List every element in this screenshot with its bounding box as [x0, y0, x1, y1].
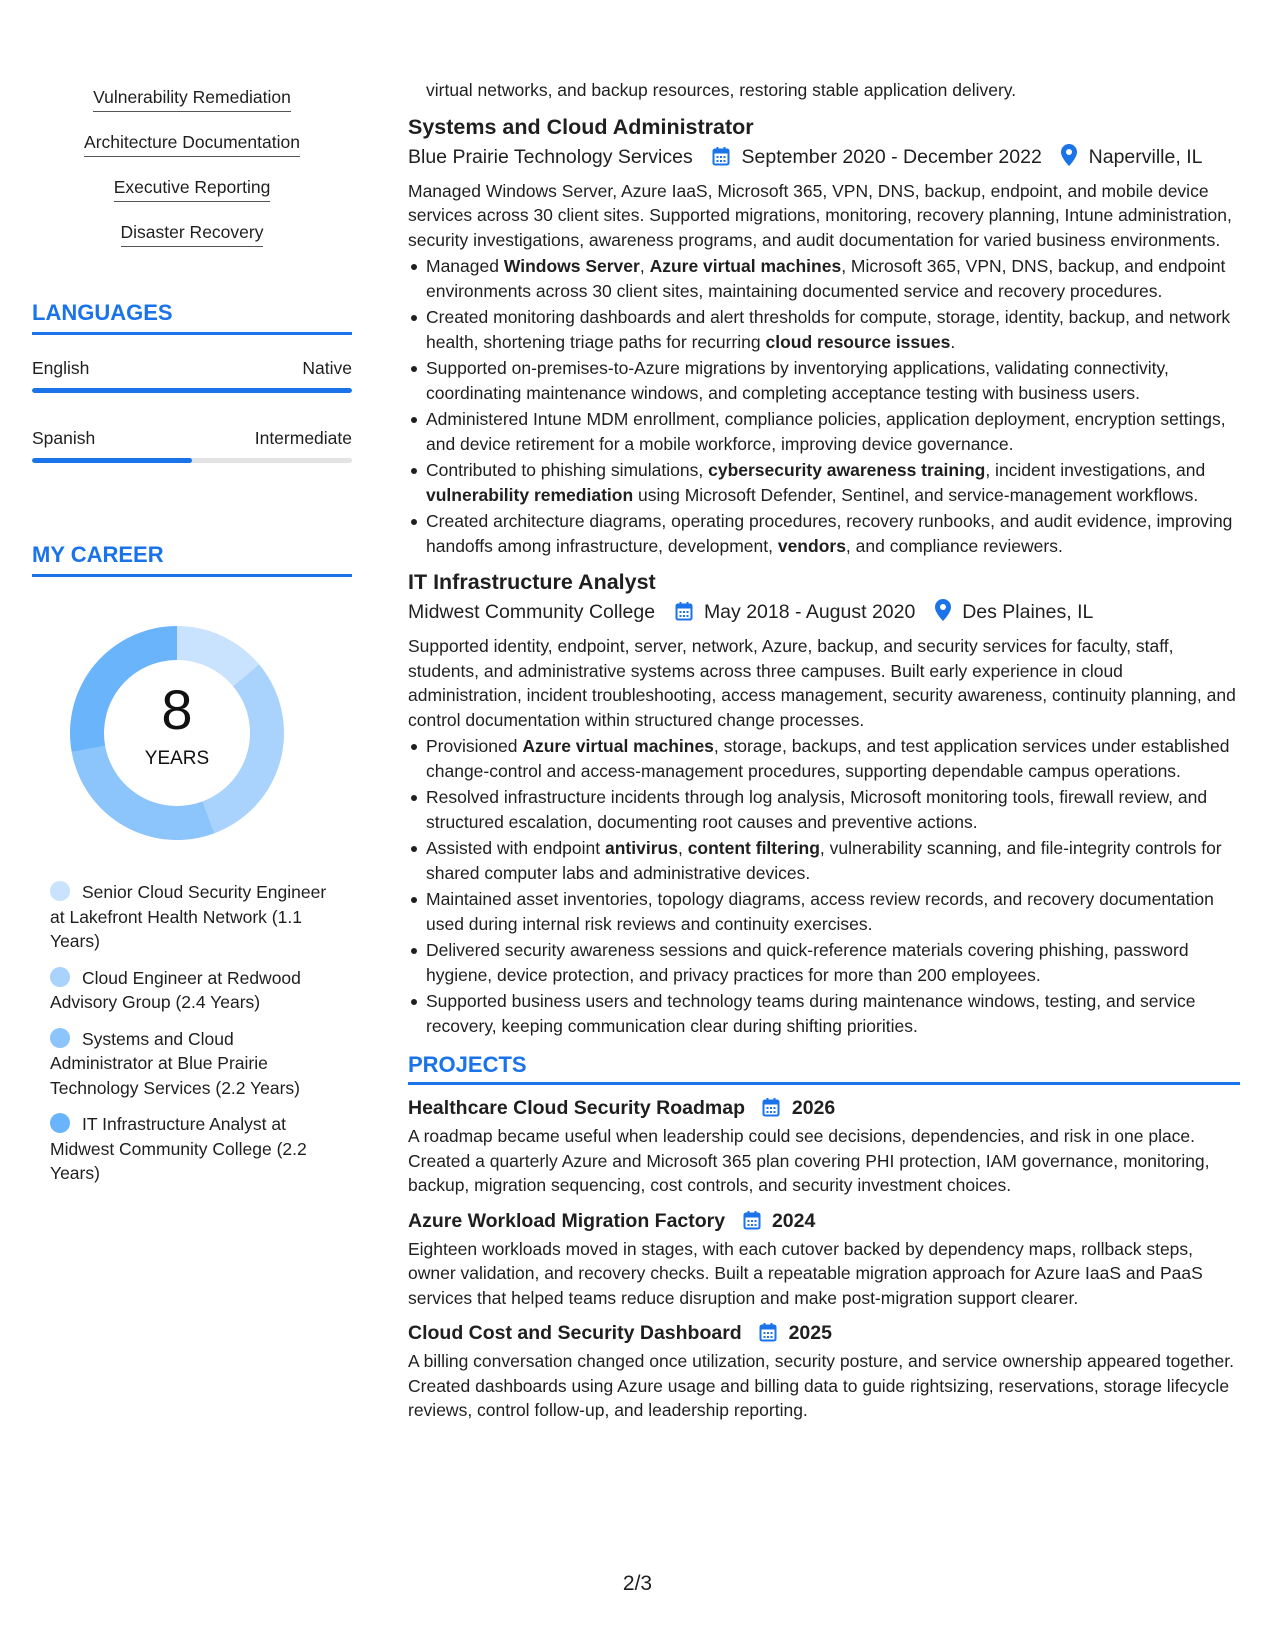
bullet-bold-text: content filtering: [687, 838, 820, 858]
career-legend: [50, 880, 340, 1198]
bullet-text: Created architecture diagrams, operating procedures, recovery runbooks, and audit evidence, improving handoffs among infrastructure, development,: [426, 511, 1233, 556]
job-summary: Supported identity, endpoint, server, network, Azure, backup, and security services for faculty, staff, students, and administrative systems across three campuses. Built early experience in cloud administration, incident troubleshooting, access management, security awareness, continuity planning, and control documentation within structured change processes.: [408, 636, 1236, 730]
job-summary: Managed Windows Server, Azure IaaS, Microsoft 365, VPN, DNS, backup, endpoint, and mobile device services across 30 client sites. Supported migrations, monitoring, recovery planning, Intune administration, security investigations, awareness programs, and audit documentation for varied business environments.: [408, 180, 1232, 250]
language-bar-fill: [32, 388, 352, 393]
job-location: Des Plaines, IL: [962, 601, 1094, 623]
job-dates: September 2020 - December 2022: [741, 145, 1042, 168]
bullet-text: Supported business users and technology teams during maintenance windows, testing, and service recovery, keeping communication clear during shifting priorities.: [426, 991, 1196, 1036]
bullet-text: , storage, backups, and test application services under established change-control and access-management procedures, supporting dependable campus operations.: [426, 736, 1230, 781]
skill-item: Architecture Documentation: [32, 131, 352, 176]
job-company: Midwest Community College: [408, 601, 656, 623]
job-bullets: [408, 734, 1240, 1038]
language-bar: [32, 458, 352, 463]
bullet-item: [408, 836, 1240, 885]
language-row: [32, 358, 352, 398]
project-title-row: [408, 1320, 1240, 1349]
bullet-bold-text: cloud resource issues: [765, 331, 951, 352]
job-entry: [408, 568, 1240, 1038]
bullet-text: .: [950, 331, 956, 352]
job-dates: May 2018 - August 2020: [703, 601, 916, 623]
bullet-item: [408, 785, 1240, 834]
bullet-text: using Microsoft Defender, Sentinel, and service-management workflows.: [633, 484, 1199, 505]
bullet-item: [408, 254, 1240, 303]
bullet-item: [408, 938, 1240, 987]
bullet-item: [408, 509, 1240, 558]
language-bar: [32, 388, 352, 393]
bullet-text: , and compliance reviewers.: [845, 535, 1063, 556]
job-entry: [408, 113, 1240, 559]
language-level: Native: [302, 358, 352, 378]
bullet-text: , Microsoft 365, VPN, DNS, backup, and endpoint environments across 30 client sites, maintaining documented service and recovery procedures.: [426, 256, 1226, 301]
career-heading: MY CAREER: [32, 542, 352, 577]
languages-heading: LANGUAGES: [32, 300, 352, 335]
bullet-text: Provisioned: [426, 736, 523, 756]
project-year: 2024: [771, 1209, 816, 1232]
bullet-item: [408, 356, 1240, 405]
bullet-bold-text: cybersecurity awareness training: [708, 460, 986, 480]
bullet-bold-text: Azure virtual machines: [522, 736, 714, 756]
job-company: Blue Prairie Technology Services: [408, 145, 693, 168]
bullet-bold-text: Windows Server: [503, 256, 640, 276]
language-name: Spanish: [32, 428, 96, 448]
calendar-icon: [675, 601, 693, 629]
project-title: Azure Workload Migration Factory: [408, 1209, 726, 1232]
page-number: 2/3: [622, 1572, 653, 1595]
skills-list: [32, 86, 352, 266]
bullet-text: , vulnerability scanning, and file-integrity controls for shared computer labs and administrative devices.: [426, 838, 1222, 883]
job-meta: [408, 143, 1240, 174]
language-name: English: [32, 358, 90, 378]
bullet-bold-text: vulnerability remediation: [426, 484, 634, 505]
job-bullets: [408, 254, 1240, 558]
calendar-icon: [759, 1322, 777, 1349]
project-year: 2025: [788, 1322, 832, 1344]
bullet-item: [408, 458, 1240, 507]
legend-item: Cloud Engineer at Redwood Advisory Group (2.4 Years): [50, 967, 301, 1012]
calendar-icon: [762, 1097, 780, 1124]
bullet-text: , incident investigations, and: [985, 460, 1206, 480]
calendar-icon: [712, 146, 730, 174]
bullet-bold-text: vendors: [777, 535, 846, 556]
project-entry: [408, 1095, 1240, 1198]
bullet-text: Managed: [426, 256, 504, 276]
job-title: IT Infrastructure Analyst: [408, 570, 656, 594]
project-title-row: [408, 1095, 1240, 1124]
bullet-text: Supported on-premises-to-Azure migrations by inventorying applications, validating connectivity, coordinating maintenance windows, and completing acceptance testing with business users.: [426, 358, 1169, 403]
project-title-row: [408, 1208, 1240, 1237]
language-level: Intermediate: [254, 428, 352, 448]
bullet-text: Delivered security awareness sessions and quick-reference materials covering phishing, password hygiene, device protection, and privacy practices for more than 200 employees.: [426, 940, 1189, 985]
skill-item: Vulnerability Remediation: [32, 86, 352, 131]
bullet-text: Administered Intune MDM enrollment, compliance policies, application deployment, encryption settings, and device retirement for a mobile workforce, improving device governance.: [426, 409, 1226, 454]
project-entry: [408, 1208, 1240, 1311]
bullet-item: [408, 734, 1240, 783]
project-year: 2026: [791, 1097, 836, 1119]
main-content: [408, 78, 1240, 1433]
legend-item: Senior Cloud Security Engineer at Lakefront Health Network (1.1 Years): [50, 882, 327, 951]
map-pin-icon: [935, 599, 951, 629]
job-location: Naperville, IL: [1088, 145, 1203, 168]
bullet-text: ,: [639, 256, 650, 276]
bullet-item: [408, 887, 1240, 936]
bullet-text: Assisted with endpoint: [426, 838, 605, 858]
legend-dot: [50, 1028, 70, 1048]
project-description: A billing conversation changed once utilization, security posture, and service ownership appeared together. Created dashboards using Azure usage and billing data to guide rightsizing, reservations, storage lifecycle reviews, control follow-up, and leadership reporting.: [408, 1351, 1234, 1420]
map-pin-icon: [1061, 144, 1077, 174]
bullet-item: [408, 305, 1240, 354]
legend-dot: [50, 1113, 70, 1133]
legend-item: IT Infrastructure Analyst at Midwest Community College (2.2 Years): [50, 1114, 307, 1183]
bullet-bold-text: antivirus: [605, 838, 678, 858]
career-total-unit: YEARS: [144, 748, 210, 769]
project-description: A roadmap became useful when leadership could see decisions, dependencies, and risk in one place. Created a quarterly Azure and Microsoft 365 plan covering PHI protection, IAM governance, monitoring, backup, migration sequencing, cost controls, and security investment choices.: [408, 1126, 1210, 1195]
bullet-item: [408, 989, 1240, 1038]
continued-bullet-text: virtual networks, and backup resources, restoring stable application delivery.: [426, 80, 1017, 100]
skill-item: Disaster Recovery: [32, 221, 352, 266]
job-title: Systems and Cloud Administrator: [408, 114, 754, 139]
bullet-text: Created monitoring dashboards and alert thresholds for compute, storage, identity, backup, and network health, shortening triage paths for recurring: [426, 307, 1231, 352]
bullet-text: ,: [677, 838, 688, 858]
legend-dot: [50, 881, 70, 901]
bullet-text: Maintained asset inventories, topology diagrams, access review records, and recovery documentation used during internal risk reviews and continuity exercises.: [426, 889, 1214, 934]
project-title: Healthcare Cloud Security Roadmap: [408, 1097, 746, 1119]
project-entry: [408, 1320, 1240, 1423]
language-row: [32, 428, 352, 468]
project-title: Cloud Cost and Security Dashboard: [408, 1322, 742, 1344]
legend-item: Systems and Cloud Administrator at Blue Prairie Technology Services (2.2 Years): [50, 1028, 300, 1098]
career-donut-chart: [64, 620, 290, 846]
job-meta: [408, 598, 1240, 629]
bullet-text: Contributed to phishing simulations,: [426, 460, 709, 480]
projects-heading: PROJECTS: [408, 1052, 1240, 1085]
bullet-text: Resolved infrastructure incidents through log analysis, Microsoft monitoring tools, firewall review, and structured escalation, documenting root causes and preventive actions.: [426, 787, 1208, 832]
legend-dot: [50, 967, 70, 987]
skill-item: Executive Reporting: [32, 176, 352, 221]
bullet-bold-text: Azure virtual machines: [649, 256, 842, 276]
language-bar-fill: [32, 458, 192, 463]
project-description: Eighteen workloads moved in stages, with each cutover backed by dependency maps, rollback steps, owner validation, and recovery checks. Built a repeatable migration approach for Azure IaaS and PaaS services that helped teams reduce disruption and make post-migration support clearer.: [408, 1238, 1203, 1308]
bullet-item: [408, 407, 1240, 456]
calendar-icon: [743, 1210, 761, 1237]
career-total-years: 8: [161, 678, 193, 741]
